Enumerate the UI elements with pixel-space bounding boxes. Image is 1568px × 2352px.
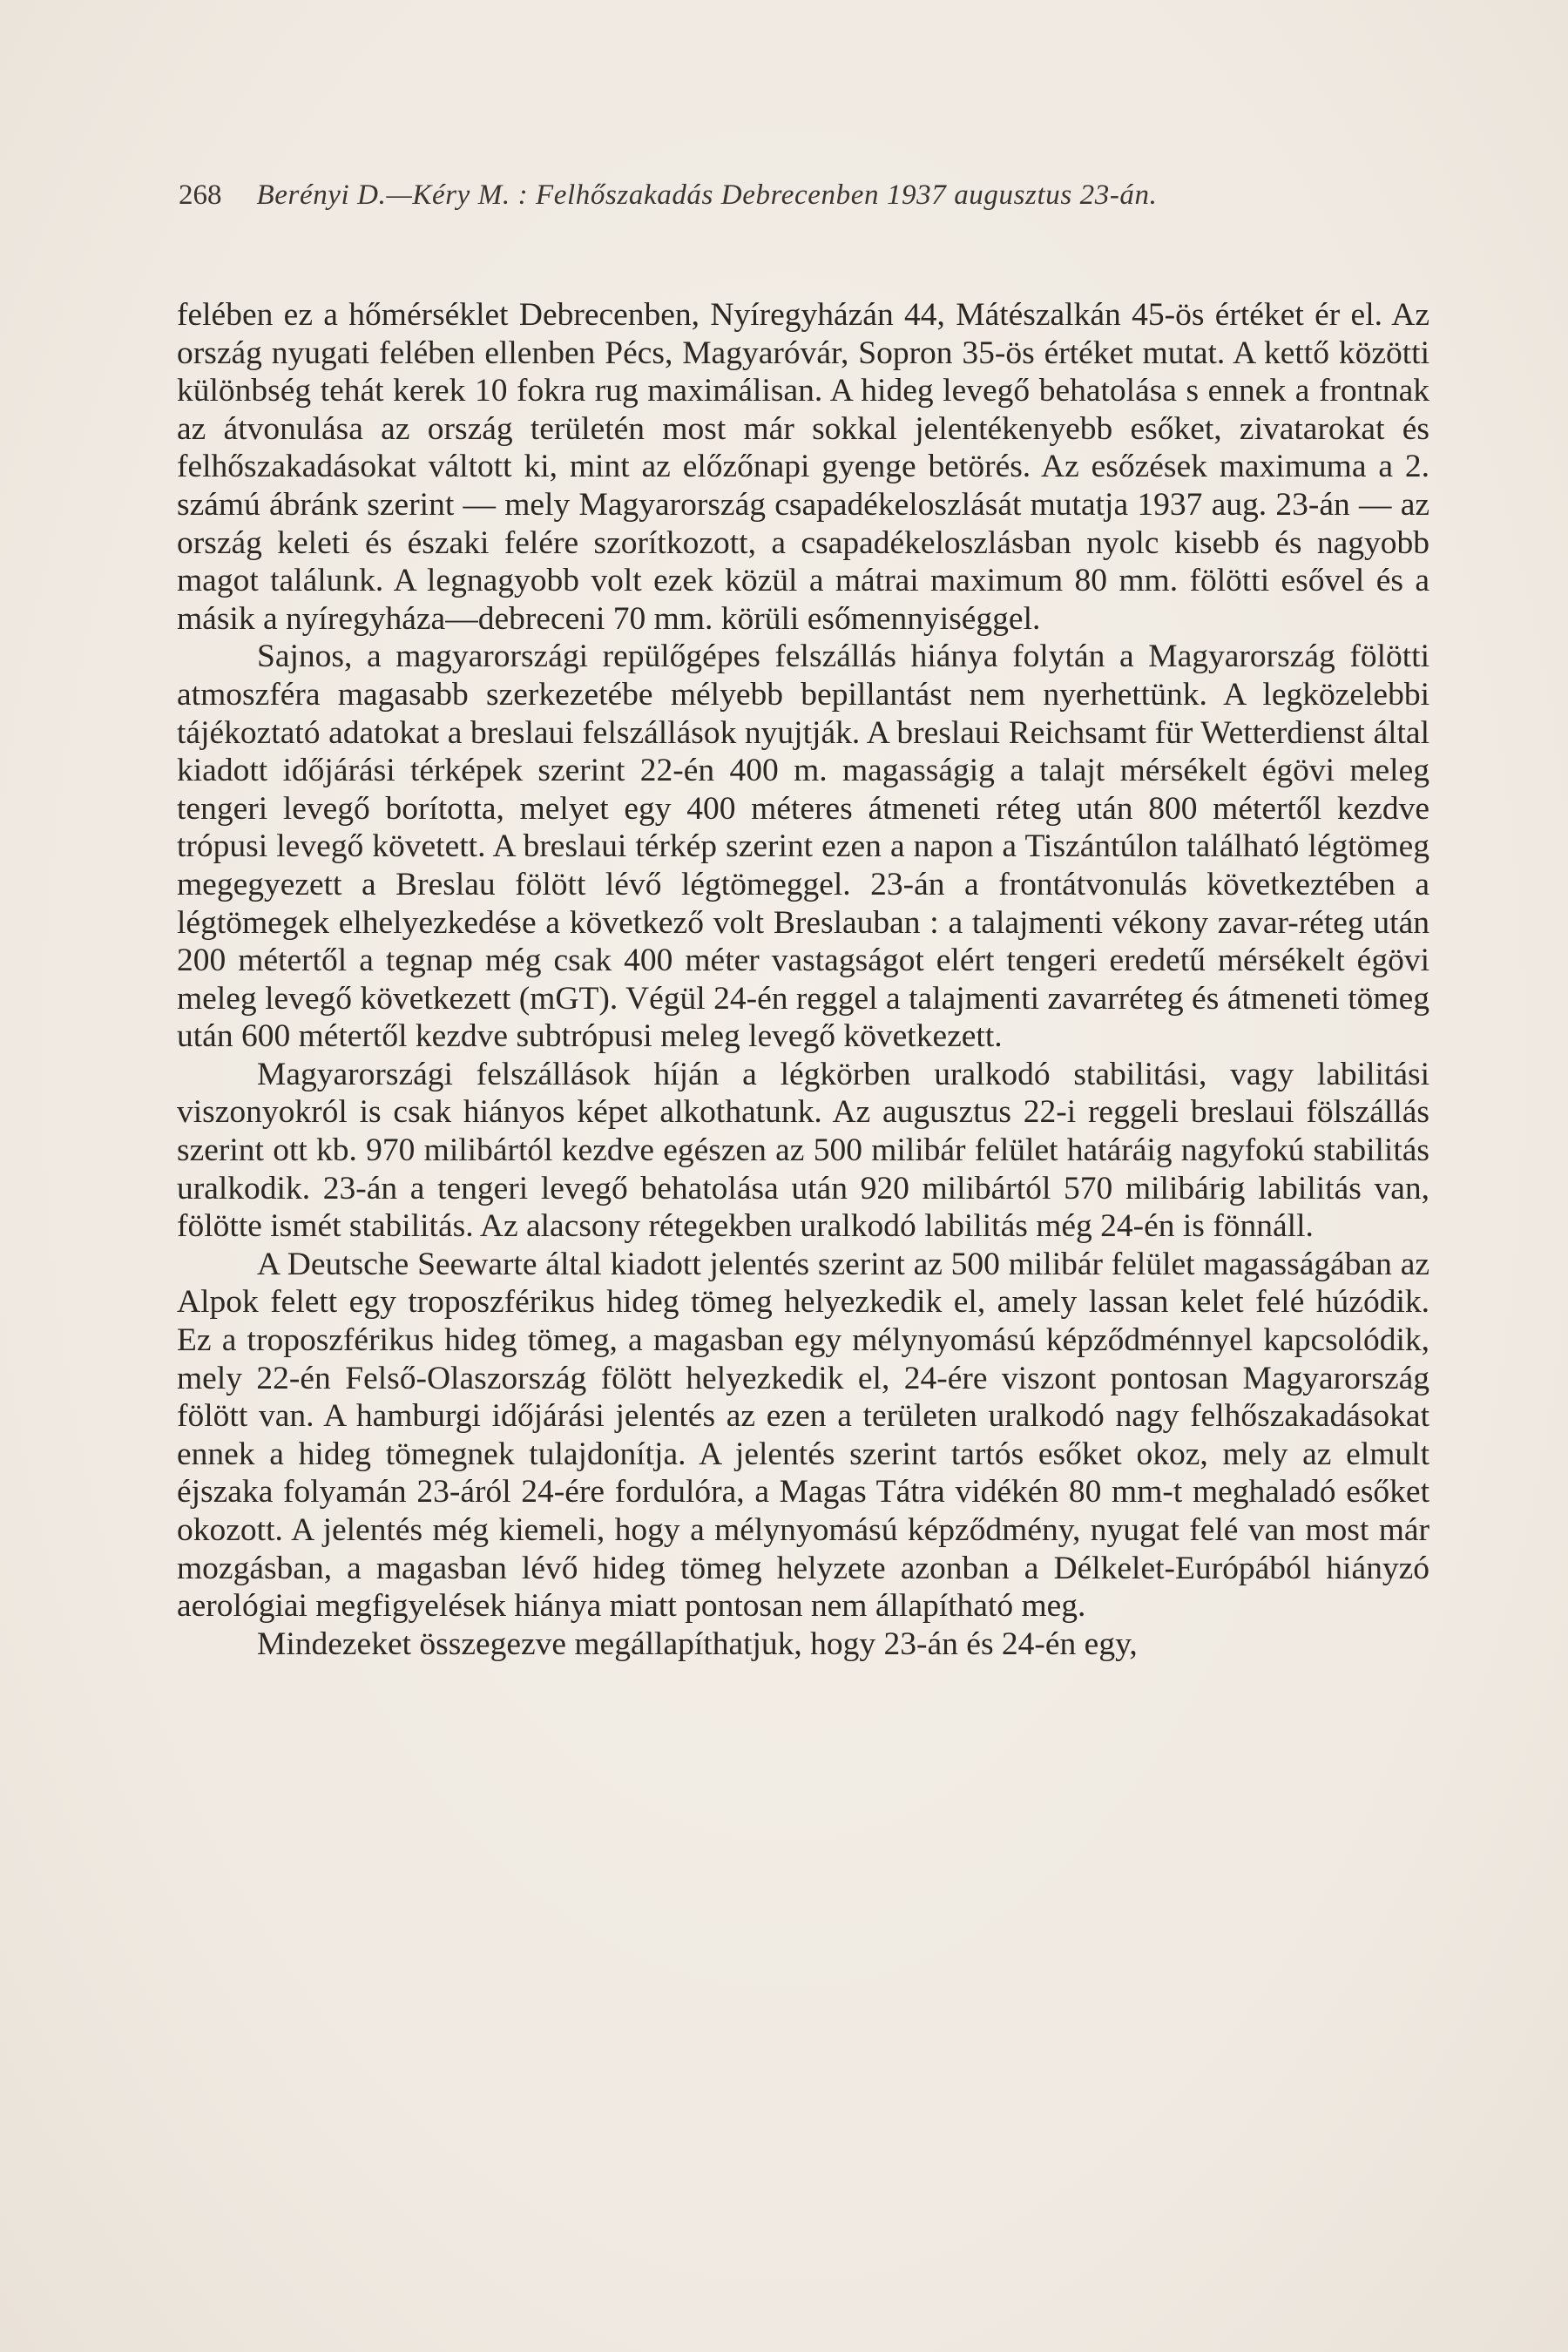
running-title: Berényi D.—Kéry M. : Felhőszakadás Debrecenben 1937 augusztus 23-án. (256, 179, 1158, 211)
article-body (177, 296, 1429, 1663)
paragraph: Sajnos, a magyarországi repülőgépes felszállás hiánya folytán a Magyarország fölötti atmoszféra magasabb szerkezetébe mélyebb bepillantást nem nyerhettünk. A legközelebbi tájékoztató adatokat a breslaui felszállások nyujtják. A breslaui Reichsamt für Wetterdienst által kiadott időjárási térképek szerint 22-én 400 m. magasságig a talajt mérsékelt égövi meleg tengeri levegő borította, melyet egy 400 méteres átmeneti réteg után 800 métertől kezdve trópusi levegő követett. A breslaui térkép szerint ezen a napon a Tiszántúlon található légtömeg megegyezett a Breslau fölött lévő légtömeggel. 23-án a frontátvonulás következtében a légtömegek elhelyezkedése a következő volt Breslauban : a talajmenti vékony zavar-réteg után 200 métertől a tegnap még csak 400 méter vastagságot elért tengeri eredetű mérsékelt égövi meleg levegő következett (mGT). Végül 24-én reggel a talajmenti zavarréteg és átmeneti tömeg után 600 métertől kezdve subtrópusi meleg levegő következett. (177, 639, 1429, 1055)
paragraph: Mindezeket összegezve megállapíthatjuk, hogy 23-án és 24-én egy, (257, 1625, 1138, 1662)
running-header (179, 172, 1433, 218)
paragraph: A Deutsche Seewarte által kiadott jelentés szerint az 500 milibár felület magasságában az Alpok felett egy troposzférikus hideg tömeg helyezkedik el, amely lassan kelet felé húzódik. Ez a troposzférikus hideg tömeg, a magasban egy mélynyomású képződménnyel kapcsolódik, mely 22-én Felső-Olaszország fölött helyezkedik el, 24-ére viszont pontosan Magyarország fölött van. A hamburgi időjárási jelentés az ezen a területen uralkodó nagy felhőszakadásokat ennek a hideg tömegnek tulajdonítja. A jelentés szerint tartós esőket okoz, mely az elmult éjszaka folyamán 23-áról 24-ére fordulóra, a Magas Tátra vidékén 80 mm-t meghaladó esőket okozott. A jelentés még kiemeli, hogy a mélynyomású képződmény, nyugat felé van most már mozgásban, a magasban lévő hideg tömeg helyzete azonban a Délkelet-Európából hiányzó aerológiai megfigyelések hiánya miatt pontosan nem állapítható meg. (177, 1246, 1429, 1625)
page-number: 268 (179, 179, 222, 211)
paragraph: Magyarországi felszállások híján a légkörben uralkodó stabilitási, vagy labilitási viszonyokról is csak hiányos képet alkothatunk. Az augusztus 22-i reggeli breslaui fölszállás szerint ott kb. 970 milibártól kezdve egészen az 500 milibár felület határáig nagyfokú stabilitás uralkodik. 23-án a tengeri levegő behatolása után 920 milibártól 570 milibárig labilitás van, fölötte ismét stabilitás. Az alacsony rétegekben uralkodó labilitás még 24-én is fönnáll. (177, 1056, 1429, 1245)
paragraph-continuation: felében ez a hőmérséklet Debrecenben, Nyíregyházán 44, Mátészalkán 45-ös értéket ér el. Az ország nyugati felében ellenben Pécs, Magyaróvár, Sopron 35-ös értéket mutat. A kettő közötti különbség tehát kerek 10 fokra rug maximálisan. A hideg levegő behatolása s ennek a frontnak az átvonulása az ország területén most már sokkal jelentékenyebb esőket, zivatarokat és felhőszakadásokat váltott ki, mint az előzőnapi gyenge betörés. Az esőzések maximuma a 2. számú ábránk szerint — mely Magyarország csapadékeloszlását mutatja 1937 aug. 23-án — az ország keleti és északi felére szorítkozott, a csapadékeloszlásban nyolc kisebb és nagyobb magot találunk. A legnagyobb volt ezek közül a mátrai maximum 80 mm. fölötti esővel és a másik a nyíregyháza—debreceni 70 mm. körüli esőmennyiséggel. (177, 297, 1429, 637)
